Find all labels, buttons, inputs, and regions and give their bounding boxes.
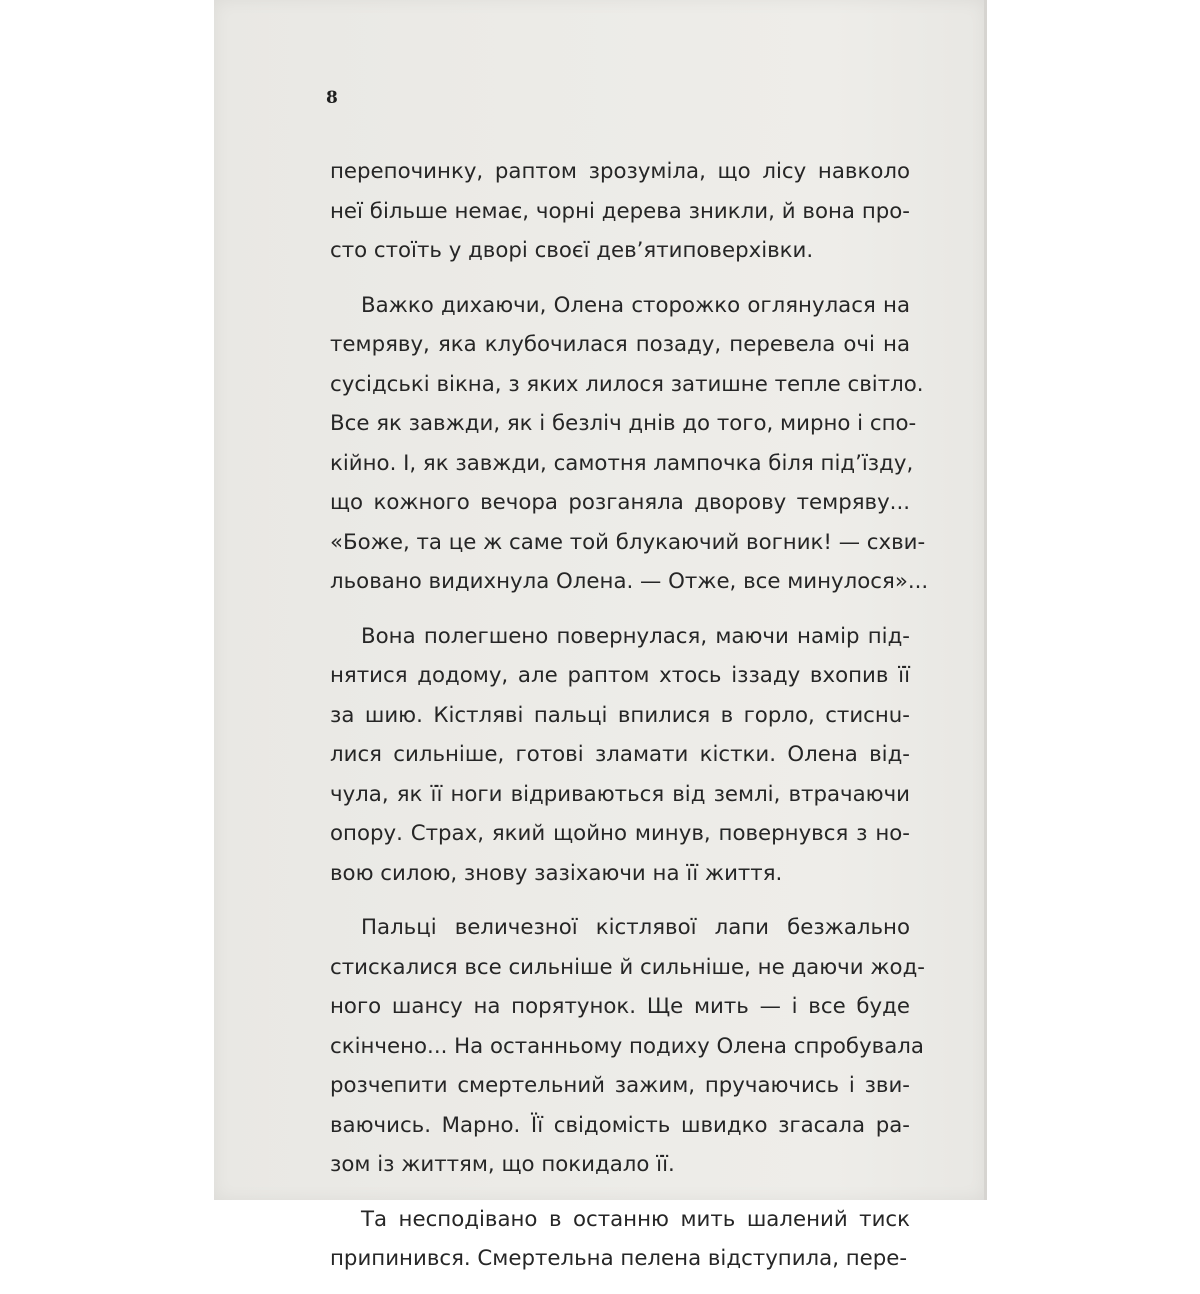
text-line: що кожного вечора розганяла дворову темряву... [330, 490, 910, 515]
text-line: Пальці величезної кістлявої лапи безжально [361, 915, 910, 940]
text-line: «Боже, та це ж саме той блукаючий вогник! — схви- [330, 529, 926, 555]
text-line: стискалися все сильніше й сильніше, не даючи жод- [330, 954, 925, 980]
text-line: за шию. Кістляві пальці впилися в горло, стиснu- [330, 702, 910, 728]
page-number: 8 [326, 88, 338, 108]
text-line: сто стоїть у дворі своєї дев’ятиповерхівки. [330, 238, 814, 263]
text-line: зом із життям, що покидало її. [330, 1152, 675, 1177]
text-line: темряву, яка клубочилася позаду, перевела очі на [330, 332, 910, 357]
body-text [330, 152, 929, 1294]
text-line: Та несподівано в останню мить шалений тиск [361, 1206, 910, 1232]
text-line: кійно. І, як завжди, самотня лампочка біля під’їзду, [330, 450, 914, 476]
text-line: Важко дихаючи, Олена сторожко оглянулася на [361, 292, 910, 318]
text-line: ваючись. Марно. Її свідомість швидко згасала ра- [330, 1112, 910, 1138]
text-line: вою силою, знову зазіхаючи на її життя. [330, 860, 783, 886]
text-line: розчепити смертельний зажим, пручаючись і зви- [330, 1073, 910, 1098]
text-line: льовано видихнула Олена. — Отже, все минулося»... [330, 569, 929, 594]
text-line: Все як завжди, як і безліч днів до того, мирно і спо- [330, 411, 917, 436]
text-line: нятися додому, але раптом хтось іззаду вхопив її [330, 663, 910, 688]
text-line: перепочинку, раптом зрозуміла, що лісу навколо [330, 159, 910, 184]
text-line: лися сильніше, готові зламати кістки. Олена від- [330, 742, 910, 767]
text-line: скінчено... На останньому подиху Олена спробувала [330, 1033, 924, 1059]
paragraph [330, 908, 925, 1185]
text-line: сусідські вікна, з яких лилося затишне тепле світло. [330, 371, 924, 397]
text-line: опору. Страх, який щойно минув, повернувся з но- [330, 821, 910, 846]
text-line: Вона полегшено повернулася, маючи намір під- [361, 623, 910, 649]
text-line: неї більше немає, чорні дерева зникли, й вона про- [330, 198, 910, 224]
text-line: ного шансу на порятунок. Ще мить — і все буде [330, 994, 910, 1019]
text-line: чула, як її ноги відриваються від землі, втрачаючи [330, 781, 910, 807]
paragraph [330, 152, 910, 271]
paragraph [330, 617, 910, 894]
page-right-edge [984, 0, 987, 1200]
paragraph [330, 1200, 910, 1279]
text-line: припинився. Смертельна пелена відступила, пере- [330, 1246, 908, 1271]
paragraph [330, 286, 929, 602]
